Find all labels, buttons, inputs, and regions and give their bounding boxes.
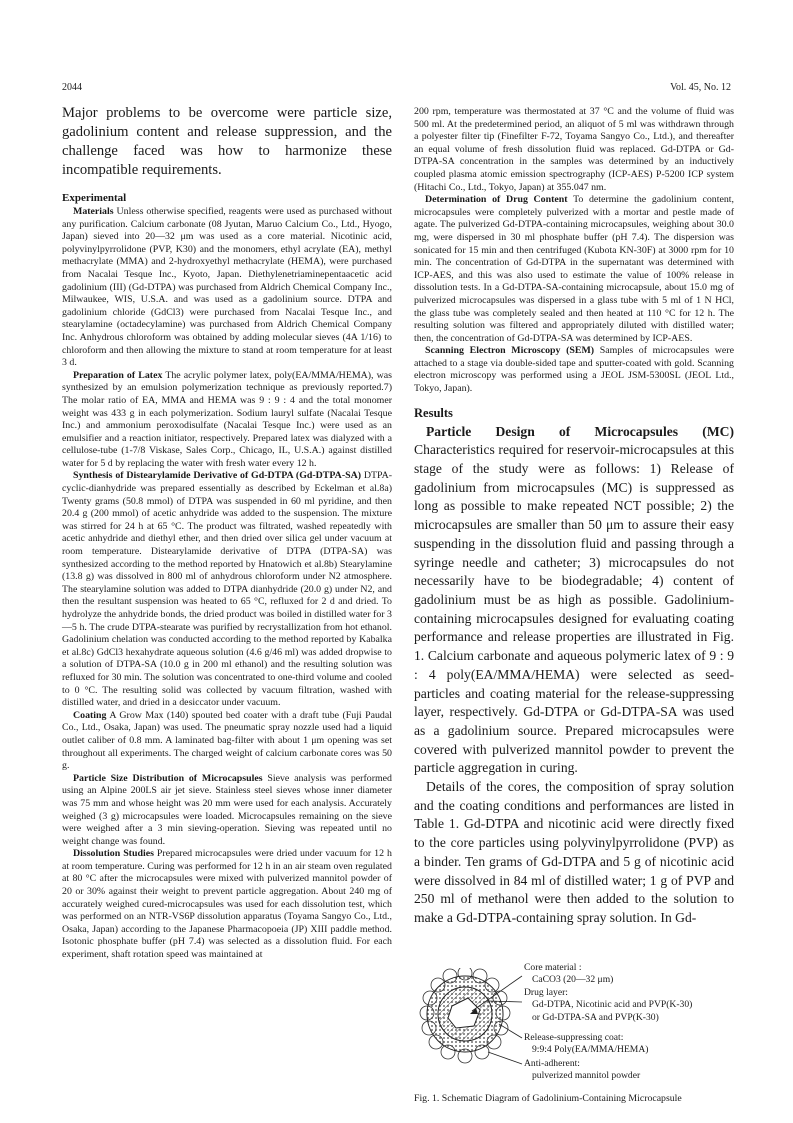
results-heading: Results	[414, 405, 453, 420]
particle-paragraph	[62, 773, 392, 849]
left-column	[62, 104, 392, 962]
synthesis-text: DTPA-cyclic-dianhydride was prepared essentially as described by Eckelman et al.8a) Twenty grams (50.8 mmol) of DTPA was suspended in 60 ml pyridine, and then 20.4 g (200 mmol) of acetic anhydride was added to the suspension. The mixture was stirred for 24 h at 65 °C. The product was filtrated, washed repeatedly with acetic anhydride and diethyl ether, and then dried over silica gel under vacuum at room temperature. Distearylamide derivative of DTPA (DTPA-SA) was synthesized according to the method reported by Hnatowich et al.8b) Stearylamine (13.8 g) was dissolved in 800 ml of anhydrous chloroform under N2 atmosphere. The stearylamine solution was added to DTPA dianhydride (20.0 g) under N2, and then the resultant suspension was heated to 65 °C, refluxed for 2 d and dried. To hydrolyze the anhydride bonds, the dried product was boiled in distilled water for 3—5 h. The crude DTPA-stearate was purified by recrystallization from hot ethanol. Gadolinium chelation was conducted according to the method reported by Kabalka et al.8c) GdCl3 hexahydrate aqueous solution (4.6 g/46 ml) was added dropwise to a solution of DTPA-SA (10.0 g in 200 ml ethanol) and the resulting solution was refluxed for 30 min. The solution was concentrated to one-third volume and cooled to 0 °C. The resulting solid was collected by vacuum filtration, washed with distilled water, and dried in a desiccator under vacuum.	[62, 470, 393, 709]
synthesis-paragraph	[62, 470, 392, 709]
particle-text: Sieve analysis was performed using an Alpine 200LS air jet sieve. Stainless steel sieves whose inner diameter was 75 mm and whose height was 20 mm were used for each analysis. Accurately weighed (3 g) microcapsules were loaded. Microcapsules remaining on the sieve were weighed after a 3 min sieving-operation. Sieving was repeated until no weight change was found.	[62, 772, 392, 847]
figure-drug-label: Drug layer: Gd-DTPA, Nicotinic acid and PVP(K-30) or Gd-DTPA-SA and PVP(K-30)	[524, 987, 693, 1023]
latex-text: The acrylic polymer latex, poly(EA/MMA/HEMA), was synthesized by an emulsion polymerization technique as previously reported.7) The molar ratio of EA, MMA and HEMA was 9 : 9 : 4 and the total monomer weight was 433 g in each polymerization. Sodium lauryl sulfate (Nacalai Tesque Inc.) and ammonium peroxodisulfate (Nacalai Tesque Inc.) were used as an emulsifier and a reaction initiator, respectively. Prepared latex was dialyzed with a cellulose-tube (1-7/8 Viskase, Sales Corp., Chicago, IL, U.S.A.) against distilled water for 5 d by replacing the water with fresh water every 12 h.	[62, 369, 392, 469]
particle-title: Particle Size Distribution of Microcapsules	[73, 772, 263, 784]
synthesis-title: Synthesis of Distearylamide Derivative of Gd-DTPA (Gd-DTPA-SA)	[73, 470, 362, 482]
latex-title: Preparation of Latex	[73, 369, 163, 381]
latex-paragraph	[62, 370, 392, 471]
dissolution-text: Prepared microcapsules were dried under vacuum for 12 h at room temperature. Curing was performed for 12 h in an air steam oven regulated at 80 °C after the microcapsules were mixed with pulverized mannitol powder of 20 or 30% against their weight to prevent particle aggregation. About 240 mg of accurately weighed cured-microcapsules was used for each dissolution test, which was performed on an NTR-VS6P dissolution apparatus (Toyama Sangyo Co., Ltd., Osaka, Japan) according to the Japanese Pharmacopoeia (JP) XIII paddle method. Isotonic phosphate buffer (pH 7.4) was selected as a dissolution fluid. For each experiment, shaft rotation speed was maintained at	[62, 848, 392, 961]
design-text: Characteristics required for reservoir-microcapsules at this stage of the study were as follows: 1) Release of gadolinium from microcapsules (MC) is suppressed as long as possible to make repeated NCT possible; 2) the microcapsules are smaller than 50 μm to assure their easy suspending in the dissolution fluid and passing through a syringe needle and catheter; 3) microcapsules do not necessarily have to be biodegradable; 4) content of gadolinium must be as high as possible. Gadolinium-containing microcapsules designed for evaluating coating performance and release properties are illustrated in Fig. 1. Calcium carbonate and aqueous polymeric latex of 9 : 9 : 4 poly(EA/MMA/HEMA) were selected as seed-particles and coating material for the release-suppressing layer, respectively. Gd-DTPA or Gd-DTPA-SA was used as a gadolinium source. Prepared microcapsules were covered with pulverized mannitol powder to prevent the particle aggregation in curing.	[414, 442, 734, 776]
volume-label: Vol. 45, No. 12	[670, 82, 731, 93]
materials-paragraph	[62, 206, 392, 370]
sem-text: Samples of microcapsules were attached to a stage via double-sided tape and sputter-coated with gold. Scanning electron microscopy was performed using a JEOL JSM-5300SL (JEOL Ltd., Tokyo, Japan).	[414, 345, 734, 395]
figure-1	[414, 962, 744, 1088]
design-title: Particle Design of Microcapsules (MC)	[426, 423, 734, 439]
sem-paragraph	[414, 345, 734, 395]
dissolution-paragraph	[62, 848, 392, 961]
page-number: 2044	[62, 82, 82, 93]
drug-content-text: To determine the gadolinium content, microcapsules were completely pulverized with a mortar and pestle made of agate. The pulverized Gd-DTPA-containing microcapsules, weighing about 30.0 mg, were dispersed in 30 ml phosphate buffer (pH 7.4). The dispersion was sonicated for 15 min and then centrifuged (Kubota KN-30F) at 3000 rpm for 10 min. The concentration of Gd-DTPA in the supernatant was determined with ICP-AES, and this was also used to estimate the value of 100% release in dissolution tests. In a Gd-DTPA-SA-containing microcapsule, about 15.0 mg of pulverized microcapsules was dispersed in a glass tube with 5 ml of 1 N HCl, the glass tube was completely sealed and then heated at 110 °C for 12 h. The resulting solution was filtered and appropriately diluted with distilled water; then, the concentration of Gd-DTPA-SA was determined by ICP-AES.	[414, 194, 735, 344]
materials-title: Materials	[73, 206, 114, 217]
figure-anti-label: Anti-adherent: pulverized mannitol powder	[524, 1058, 641, 1082]
figure-caption: Fig. 1. Schematic Diagram of Gadolinium-Containing Microcapsule	[414, 1093, 682, 1104]
dissolution-title: Dissolution Studies	[73, 848, 154, 860]
drug-content-title: Determination of Drug Content	[425, 194, 568, 206]
details-paragraph: Details of the cores, the composition of spray solution and the coating conditions and performances are listed in Table 1. Gd-DTPA and nicotinic acid were directly fixed to the core particles using polyvinylpyrrolidone (PVP) as a binder. Ten grams of Gd-DTPA and 5 g of nicotinic acid were dissolved in 84 ml of distilled water; 1 g of PVP and 250 ml of methanol were then added to the solution to make a Gd-DTPA-containing spray solution. In Gd-	[414, 779, 734, 925]
design-paragraph	[414, 423, 734, 778]
drug-content-paragraph	[414, 194, 734, 345]
intro-paragraph: Major problems to be overcome were particle size, gadolinium content and release suppression, and the challenge faced was how to harmonize these incompatible requirements.	[62, 105, 392, 178]
right-column	[414, 106, 734, 928]
sem-title: Scanning Electron Microscopy (SEM)	[425, 345, 595, 357]
experimental-heading: Experimental	[62, 192, 127, 204]
figure-coat-label: Release-suppressing coat: 9:9:4 Poly(EA/MMA/HEMA)	[524, 1032, 649, 1056]
materials-text: Unless otherwise specified, reagents were used as purchased without any purification. Calcium carbonate (08 Jyutan, Maruo Calcium Co., Ltd., Hyogo, Japan) sieved into 20—32 μm was used as a core material. Nicotinic acid, polyvinylpyrrolidone (PVP, K30) and the monomers, ethyl acrylate (EA), methyl methacrylate (MMA) and 2-hydroxyethyl methacrylate (HEMA), were purchased from Nacalai Tesque Inc., Kyoto, Japan. Diethylenetriaminepentaacetic acid gadolinium (III) (Gd-DTPA) was purchased from Aldrich Chemical Company Inc., Milwaukee, WIS, U.S.A. and was used as a gadolinium source. DTPA and gadolinium chloride (GdCl3) were purchased from Nacalai Tesque Inc., and stearylamine (octadecylamine) was purchased from Aldrich Chemical Company Inc. Anhydrous chloroform was obtained by adding molecular sieves (4A 1/16) to chloroform and then allowing the mixture to stand at room temperature for at least 3 d.	[62, 206, 392, 369]
coating-title: Coating	[73, 709, 107, 721]
coating-paragraph	[62, 710, 392, 773]
continued-paragraph: 200 rpm, temperature was thermostated at 37 °C and the volume of fluid was 500 ml. At the predetermined period, an aliquot of 5 ml was withdrawn through a polyester filter tip (Finefilter F-72, Toyama Sangyo Co., Ltd.), and thereafter an equal volume of fresh dissolution fluid was replaced. Gd-DTPA or Gd-DTPA-SA concentration in the samples was determined by an inductively coupled plasma atomic emission spectrography (ICP-AES) P-5200 ICP system (Hitachi Co., Ltd., Tokyo, Japan) at 355.047 nm.	[414, 106, 734, 193]
figure-core-label: Core material : CaCO3 (20—32 μm)	[524, 962, 614, 986]
coating-text: A Grow Max (140) spouted bed coater with a draft tube (Fuji Paudal Co., Ltd., Osaka, Japan) was used. The pneumatic spray nozzle used had a liquid outlet caliber of 0.8 mm. A laminated bag-filter with about 1 μm opening was set throughout all experiments. The charged weight of calcium carbonate cores was 50 g.	[62, 709, 392, 772]
